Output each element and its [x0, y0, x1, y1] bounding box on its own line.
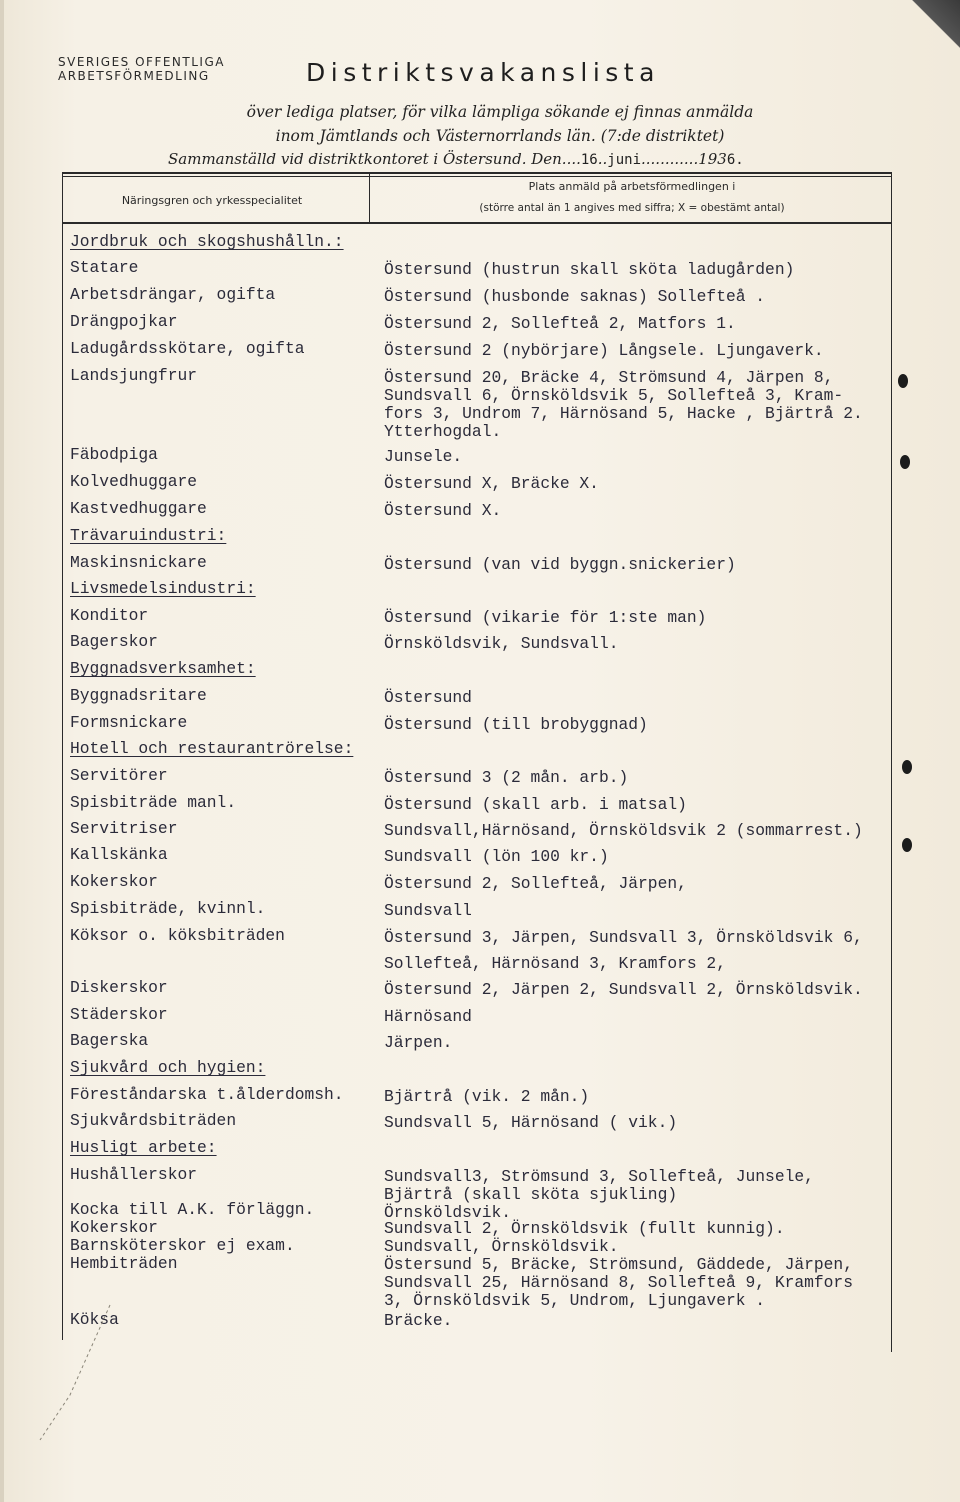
- row-right: Östersund 2, Sollefteå, Järpen,: [384, 874, 687, 893]
- row-right: Östersund 3, Järpen, Sundsvall 3, Örnsköldsvik 6,: [384, 928, 863, 947]
- row-right: Sundsvall 6, Örnsköldsvik 5, Sollefteå 3, Kram-: [384, 386, 844, 405]
- row-left: Köksor o. köksbiträden: [70, 926, 285, 945]
- row-right: fors 3, Undrom 7, Härnösand 5, Hacke , Bjärtrå 2.: [384, 404, 863, 423]
- row-right: Östersund X.: [384, 501, 502, 520]
- row-left: Statare: [70, 258, 139, 277]
- row-left: Drängpojkar: [70, 312, 178, 331]
- agency-line-2: ARBETSFÖRMEDLING: [58, 69, 210, 83]
- table-right-border: [891, 172, 892, 1352]
- paper-edge: [0, 0, 4, 1502]
- row-left: Sjukvård och hygien:: [70, 1058, 266, 1077]
- row-left: Maskinsnickare: [70, 553, 207, 572]
- row-right: Sundsvall (lön 100 kr.): [384, 847, 609, 866]
- header-column-divider: [369, 172, 370, 224]
- agency-name: [58, 55, 225, 83]
- row-right: Ytterhogdal.: [384, 422, 502, 441]
- row-right: Östersund 3 (2 mån. arb.): [384, 768, 629, 787]
- row-left: Servitörer: [70, 766, 168, 785]
- punch-hole-mark: [902, 838, 912, 852]
- row-left: Bagerskor: [70, 632, 158, 651]
- row-left: Ladugårdsskötare, ogifta: [70, 339, 305, 358]
- row-left: Kokerskor: [70, 872, 158, 891]
- column-header-left: Näringsgren och yrkesspecialitet: [121, 194, 303, 207]
- row-right: Örnsköldsvik.: [384, 1203, 512, 1222]
- table-top-rule: [62, 172, 892, 174]
- row-right: Östersund 5, Bräcke, Strömsund, Gäddede, Järpen,: [384, 1255, 853, 1274]
- row-left: Trävaruindustri:: [70, 526, 227, 545]
- punch-hole-mark: [898, 374, 908, 388]
- row-left: Städerskor: [70, 1005, 168, 1024]
- row-right: Östersund (van vid byggn.snickerier): [384, 555, 736, 574]
- row-left: Spisbiträde manl.: [70, 793, 237, 812]
- compiled-prefix: Sammanställd vid distriktkontoret i Östersund. Den: [168, 150, 562, 168]
- row-left: Kallskänka: [70, 845, 168, 864]
- row-left: Husligt arbete:: [70, 1138, 217, 1157]
- row-right: Härnösand: [384, 1007, 472, 1026]
- row-right: Östersund (skall arb. i matsal): [384, 795, 687, 814]
- row-left: Kastvedhuggare: [70, 499, 207, 518]
- row-left: Bagerska: [70, 1031, 149, 1050]
- row-right: Östersund 20, Bräcke 4, Strömsund 4, Järpen 8,: [384, 368, 834, 387]
- row-left: Hembiträden: [70, 1254, 178, 1273]
- subtitle-line-2: inom Jämtlands och Västernorrlands län. (7:de distriktet): [275, 127, 725, 145]
- scan-corner-shadow: [912, 0, 960, 70]
- row-right: Östersund 2, Sollefteå 2, Matfors 1.: [384, 314, 736, 333]
- row-right: Bjärtrå (skall sköta sjukling): [384, 1185, 678, 1204]
- row-right: Östersund (vikarie för 1:ste man): [384, 608, 707, 627]
- row-right: Östersund 2 (nybörjare) Långsele. Ljungaverk.: [384, 341, 824, 360]
- row-left: Kokerskor: [70, 1218, 158, 1237]
- header-bottom-rule: [62, 222, 892, 224]
- compiled-month: juni: [607, 152, 641, 168]
- row-left: Hushållerskor: [70, 1165, 198, 1184]
- row-left: Kocka till A.K. förläggn.: [70, 1200, 315, 1219]
- row-right: Sundsvall: [384, 901, 472, 920]
- row-right: Junsele.: [384, 447, 463, 466]
- row-left: Arbetsdrängar, ogifta: [70, 285, 276, 304]
- agency-line-1: SVERIGES OFFENTLIGA: [58, 55, 225, 69]
- row-right: Sundsvall, Örnsköldsvik.: [384, 1237, 619, 1256]
- row-left: Sjukvårdsbiträden: [70, 1111, 237, 1130]
- row-left: Kolvedhuggare: [70, 472, 198, 491]
- row-right: Örnsköldsvik, Sundsvall.: [384, 634, 619, 653]
- row-left: Konditor: [70, 606, 149, 625]
- compiled-year-suffix: 6.: [726, 152, 744, 168]
- row-left: Föreståndarska t.ålderdomsh.: [70, 1085, 344, 1104]
- row-left: Diskerskor: [70, 978, 168, 997]
- compiled-line: Sammanställd vid distriktkontoret i Östersund. Den....16..juni............1936.: [168, 150, 744, 168]
- row-right: Sundsvall,Härnösand, Örnsköldsvik 2 (sommarrest.): [384, 821, 863, 840]
- row-right: Östersund (husbonde saknas) Sollefteå .: [384, 287, 766, 306]
- punch-hole-mark: [900, 455, 910, 469]
- pencil-stroke: [30, 1300, 120, 1450]
- row-right: Sundsvall 2, Örnsköldsvik (fullt kunnig).: [384, 1219, 785, 1238]
- row-left: Formsnickare: [70, 713, 188, 732]
- row-right: Östersund 2, Järpen 2, Sundsvall 2, Örnsköldsvik.: [384, 980, 863, 999]
- column-header-right-line-1: Plats anmäld på arbetsförmedlingen i: [528, 180, 736, 193]
- row-right: Östersund (till brobyggnad): [384, 715, 648, 734]
- table-top-rule-2: [62, 176, 892, 177]
- document-title: Distriktsvakanslista: [306, 58, 660, 87]
- row-left: Barnsköterskor ej exam.: [70, 1236, 295, 1255]
- row-left: Hotell och restaurantrörelse:: [70, 739, 354, 758]
- row-left: Livsmedelsindustri:: [70, 579, 256, 598]
- table-left-border: [62, 172, 63, 1340]
- row-right: Sundsvall 25, Härnösand 8, Sollefteå 9, Kramfors: [384, 1273, 853, 1292]
- row-right: Östersund (hustrun skall sköta ladugården): [384, 260, 795, 279]
- row-left: Byggnadsverksamhet:: [70, 659, 256, 678]
- row-left: Servitriser: [70, 819, 178, 838]
- row-right: Sundsvall3, Strömsund 3, Sollefteå, Junsele,: [384, 1167, 814, 1186]
- row-right: Östersund: [384, 688, 472, 707]
- row-left: Jordbruk och skogshushålln.:: [70, 232, 344, 251]
- row-left: Fäbodpiga: [70, 445, 158, 464]
- row-left: Landsjungfrur: [70, 366, 198, 385]
- row-left: Spisbiträde, kvinnl.: [70, 899, 266, 918]
- row-right: Sundsvall 5, Härnösand ( vik.): [384, 1113, 678, 1132]
- compiled-year-prefix: 193: [698, 150, 727, 168]
- row-right: Östersund X, Bräcke X.: [384, 474, 599, 493]
- compiled-day: 16: [580, 152, 598, 168]
- row-right: Sollefteå, Härnösand 3, Kramfors 2,: [384, 954, 726, 973]
- row-right: 3, Örnsköldsvik 5, Undrom, Ljungaverk .: [384, 1291, 766, 1310]
- row-left: Byggnadsritare: [70, 686, 207, 705]
- row-right: Järpen.: [384, 1033, 453, 1052]
- column-header-right-line-2: (större antal än 1 angives med siffra; X = obestämt antal): [479, 202, 785, 214]
- row-right: Bjärtrå (vik. 2 mån.): [384, 1087, 590, 1106]
- subtitle-line-1: över lediga platser, för vilka lämpliga sökande ej finnas anmälda: [246, 103, 754, 121]
- row-left: Köksa: [70, 1310, 119, 1329]
- punch-hole-mark: [902, 760, 912, 774]
- row-right: Bräcke.: [384, 1311, 453, 1330]
